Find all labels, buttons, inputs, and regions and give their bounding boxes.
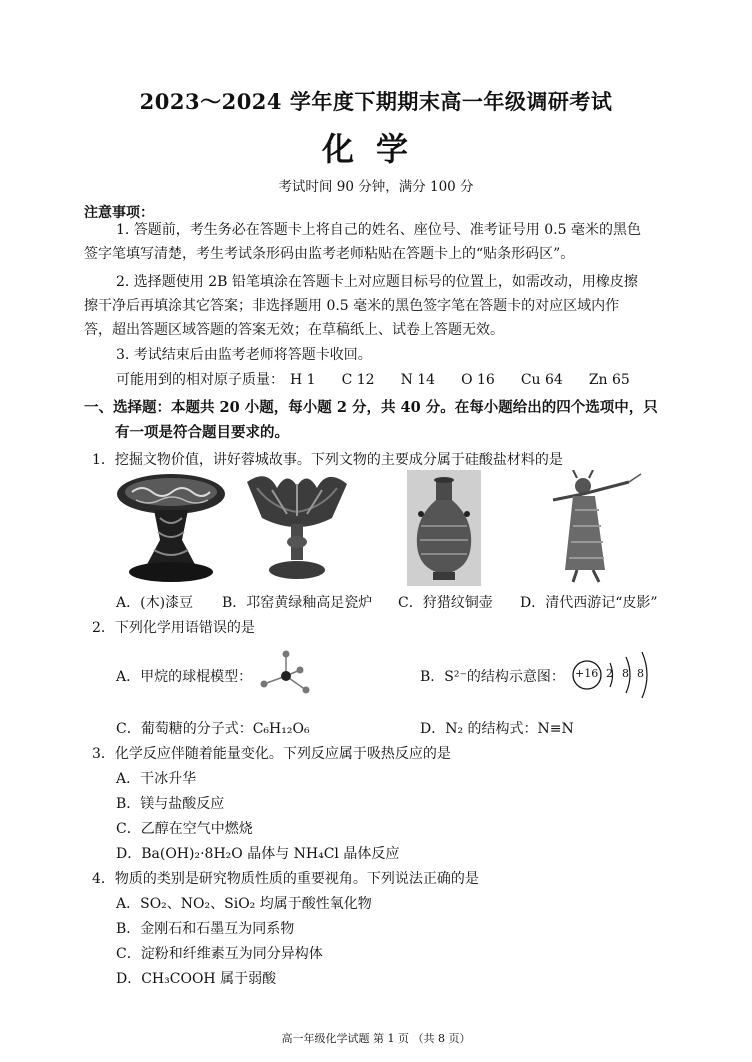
notes-heading: 注意事项： — [84, 205, 154, 221]
q2-stem: 2．下列化学用语错误的是 — [92, 620, 255, 636]
q2-option-d — [420, 718, 574, 738]
q1-option-c: C．狩猎纹铜壶 — [398, 595, 493, 611]
mass-n: N 14 — [400, 372, 436, 388]
mass-c: C 12 — [341, 372, 375, 388]
q1-option-a: A．(木)漆豆 — [116, 595, 194, 611]
sulfide-ion-structure-diagram — [570, 650, 670, 700]
section-1-heading-line-2: 有一项是符合题目要求的。 — [115, 424, 289, 441]
section-1-heading-line-1: 一、选择题：本题共 20 小题，每小题 2 分，共 40 分。在每小题给出的四个选项中，只 — [84, 399, 658, 416]
q4-option-a: A．SO₂、NO₂、SiO₂ 均属于酸性氧化物 — [116, 896, 372, 912]
lacquer-dou-image — [114, 470, 228, 586]
q3-stem: 3．化学反应伴随着能量变化。下列反应属于吸热反应的是 — [92, 746, 451, 762]
q3-option-d: D．Ba(OH)₂·8H₂O 晶体与 NH₄Cl 晶体反应 — [116, 846, 400, 862]
q1-option-b: B．邛窑黄绿釉高足瓷炉 — [222, 595, 373, 611]
q3-option-a: A．干冰升华 — [116, 771, 197, 787]
exam-info: 考试时间 90 分钟，满分 100 分 — [278, 179, 474, 195]
q2-option-b: B．S²⁻的结构示意图： — [420, 669, 565, 685]
q4-option-c: C．淀粉和纤维素互为同分异构体 — [116, 946, 323, 962]
mass-zn: Zn 65 — [588, 372, 630, 388]
note-3: 3. 考试结束后由监考老师将答题卡收回。 — [116, 347, 372, 363]
note-1-line-2: 签字笔填写清楚，考生考试条形码由监考老师粘贴在答题卡上的“贴条形码区”。 — [84, 246, 575, 262]
shadow-puppet-image — [543, 470, 647, 586]
q3-option-c: C．乙醇在空气中燃烧 — [116, 821, 253, 837]
glucose-formula: C₆H₁₂O₆ — [252, 721, 310, 737]
atomic-mass-line — [116, 368, 656, 392]
q4-stem: 4．物质的类别是研究物质性质的重要视角。下列说法正确的是 — [92, 871, 479, 887]
exam-title: 2023～2024 学年度下期期末高一年级调研考试 — [139, 89, 613, 114]
q4-option-d: D．CH₃COOH 属于弱酸 — [116, 971, 277, 987]
shell-3-electrons: 8 — [637, 667, 644, 680]
note-2-line-3: 答，超出答题区域答题的答案无效；在草稿纸上、试卷上答题无效。 — [84, 322, 504, 338]
ceramic-censer-image — [242, 470, 352, 586]
q2-option-a: A．甲烷的球棍模型： — [116, 669, 253, 685]
q4-option-b: B．金刚石和石墨互为同系物 — [116, 921, 295, 937]
page-footer: 高一年级化学试题 第 1 页 （共 8 页） — [281, 1032, 471, 1045]
shell-2-electrons: 8 — [622, 667, 629, 680]
nitrogen-structural-formula: N≡N — [537, 721, 574, 737]
q3-option-b: B．镁与盐酸反应 — [116, 796, 225, 812]
mass-o: O 16 — [461, 372, 495, 388]
note-1-line-1: 1. 答题前，考生务必在答题卡上将自己的姓名、座位号、准考证号用 0.5 毫米的黑色 — [116, 222, 641, 238]
q2-option-c-label: C．葡萄糖的分子式： — [116, 721, 253, 737]
atomic-mass-label: 可能用到的相对原子质量： — [116, 372, 284, 388]
note-2-line-1: 2. 选择题使用 2B 铅笔填涂在答题卡上对应题目标号的位置上，如需改动，用橡皮擦 — [116, 274, 638, 290]
mass-cu: Cu 64 — [520, 372, 563, 388]
methane-ball-stick-model — [256, 648, 316, 696]
mass-h: H 1 — [290, 372, 316, 388]
shell-1-electrons: 2 — [606, 667, 613, 680]
q2-option-c — [116, 718, 310, 738]
q1-stem: 1．挖掘文物价值，讲好蓉城故事。下列文物的主要成分属于硅酸盐材料的是 — [92, 452, 563, 468]
nucleus-charge: +16 — [575, 667, 599, 680]
q1-option-d: D．清代西游记“皮影” — [520, 595, 658, 611]
note-2-line-2: 擦干净后再填涂其它答案；非选择题用 0.5 毫米的黑色签字笔在答题卡的对应区域内作 — [84, 298, 620, 314]
q2-option-d-label: D．N₂ 的结构式： — [420, 721, 538, 737]
bronze-pot-image — [407, 470, 481, 586]
subject-title: 化学 — [321, 130, 430, 168]
